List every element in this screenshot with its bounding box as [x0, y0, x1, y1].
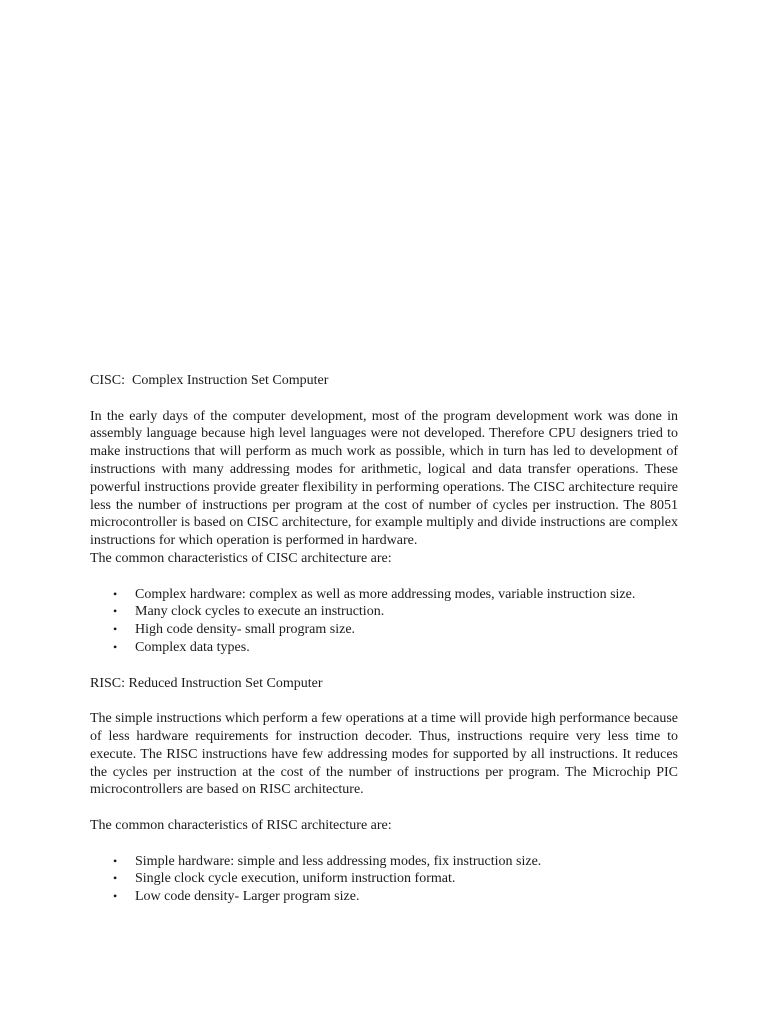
bullet-icon: • [113, 586, 118, 601]
bullet-icon: • [113, 604, 118, 619]
list-item [90, 586, 678, 604]
list-item-text: Complex hardware: complex as well as more addressing modes, variable instruction size. [135, 586, 636, 602]
list-item-text: High code density- small program size. [135, 622, 356, 638]
list-item [90, 621, 678, 639]
document-body [90, 372, 678, 906]
risc-characteristics-list [90, 853, 678, 906]
spacer [90, 568, 678, 586]
cisc-characteristics-intro: The common characteristics of CISC architecture are: [90, 550, 392, 566]
list-item-text: Complex data types. [135, 639, 250, 655]
spacer [90, 835, 678, 853]
list-item-text: Low code density- Larger program size. [135, 889, 360, 905]
spacer [90, 657, 678, 675]
list-item [90, 603, 678, 621]
spacer [90, 390, 678, 408]
spacer [90, 692, 678, 710]
list-item [90, 853, 678, 871]
bullet-icon: • [113, 889, 118, 904]
bullet-icon: • [113, 871, 118, 886]
cisc-characteristics-list [90, 586, 678, 657]
risc-paragraph: The simple instructions which perform a few operations at a time will provide high performance because of less hardware requirements for instruction decoder. Thus, instructions require very less time to execute. The RISC instructions have few addressing modes for supported by all instructions. It reduces the cycles per instruction at the cost of the number of instructions per program. The Microchip PIC microcontrollers are based on RISC architecture. [90, 711, 678, 798]
risc-heading: RISC: Reduced Instruction Set Computer [90, 675, 323, 691]
list-item-text: Simple hardware: simple and less addressing modes, fix instruction size. [135, 853, 542, 869]
bullet-icon: • [113, 853, 118, 868]
spacer [90, 799, 678, 817]
list-item [90, 870, 678, 888]
cisc-paragraph: In the early days of the computer development, most of the program development work was done in assembly language because high level languages were not developed. Therefore CPU designers tried to make instructions that will perform as much work as possible, which in turn has led to development of instructions with many addressing modes for arithmetic, logical and data transfer operations. These powerful instructions provide greater flexibility in performing operations. The CISC architecture require less the number of instructions per program at the cost of number of cycles per instruction. The 8051 microcontroller is based on CISC architecture, for example multiply and divide instructions are complex instructions for which operation is performed in hardware. [90, 408, 678, 549]
risc-characteristics-intro: The common characteristics of RISC architecture are: [90, 817, 392, 833]
list-item-text: Many clock cycles to execute an instruction. [135, 604, 385, 620]
list-item [90, 888, 678, 906]
bullet-icon: • [113, 639, 118, 654]
bullet-icon: • [113, 622, 118, 637]
cisc-heading: CISC: Complex Instruction Set Computer [90, 373, 329, 388]
list-item-text: Single clock cycle execution, uniform instruction format. [135, 871, 456, 887]
list-item [90, 639, 678, 657]
